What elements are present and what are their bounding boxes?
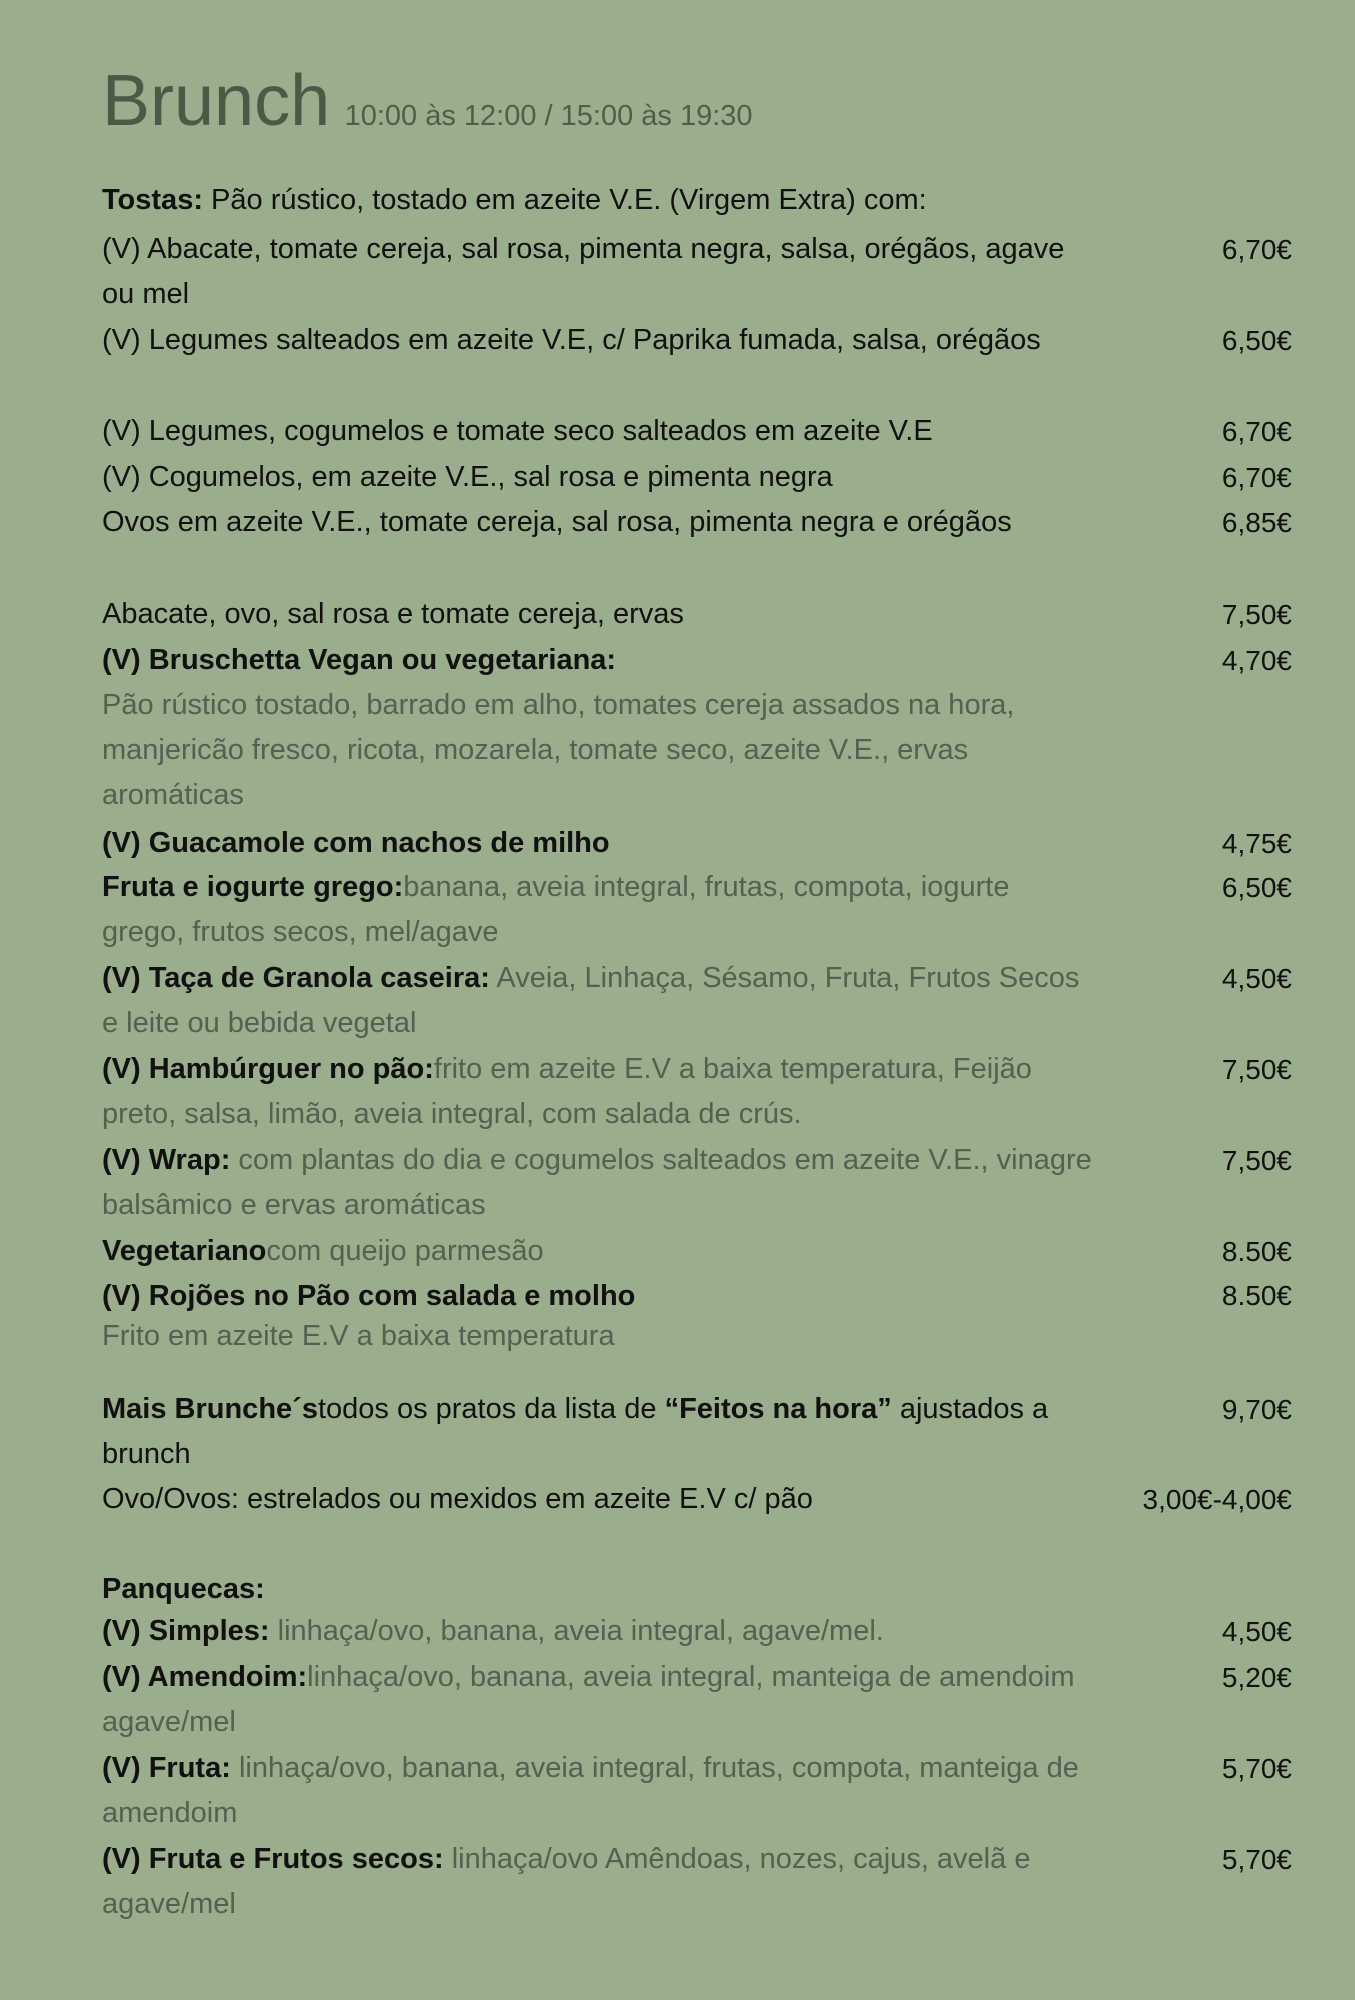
item-description-end: ajustados a brunch <box>102 1393 1049 1470</box>
menu-item <box>102 1746 1292 1836</box>
item-description: Pão rústico tostado, barrado em alho, tomates cereja assados na hora, manjericão fresco, ricota, mozarela, tomate seco, azeite V.E., ervas aromáticas <box>102 689 1015 811</box>
item-price: 4,75€ <box>1221 828 1292 859</box>
item-price: 4,50€ <box>1221 963 1292 994</box>
item-description: linhaça/ovo, banana, aveia integral, manteiga de amendoim agave/mel <box>102 1661 1075 1738</box>
menu-item <box>102 500 1292 545</box>
item-label: (V) Rojões no Pão com salada e molho <box>102 1280 636 1312</box>
item-description: banana, aveia integral, frutas, compota, iogurte grego, frutos secos, mel/agave <box>102 871 1010 948</box>
item-label: (V) Guacamole com nachos de milho <box>102 827 610 859</box>
item-price: 9,70€ <box>1221 1394 1292 1425</box>
item-description: Frito em azeite E.V a baixa temperatura <box>102 1320 615 1352</box>
menu-item <box>102 1837 1292 1927</box>
menu-item-wrap <box>102 1138 1292 1228</box>
item-text: Abacate, ovo, sal rosa e tomate cereja, ervas <box>102 598 684 630</box>
item-price: 5,20€ <box>1221 1662 1292 1693</box>
item-description: linhaça/ovo, banana, aveia integral, agave/mel. <box>277 1615 884 1647</box>
menu-item-ovos <box>102 1477 1292 1522</box>
item-label: (V) Fruta e Frutos secos: <box>102 1843 444 1875</box>
menu-item <box>102 409 1292 454</box>
item-price: 8.50€ <box>1221 1236 1292 1267</box>
menu-item-fruta-iogurte <box>102 865 1292 955</box>
item-description: com plantas do dia e cogumelos salteados em azeite V.E., vinagre balsâmico e ervas aromáticas <box>102 1144 1092 1221</box>
item-label: (V) Bruschetta Vegan ou vegetariana: <box>102 644 617 676</box>
item-text: Ovo/Ovos: estrelados ou mexidos em azeite E.V c/ pão <box>102 1483 813 1515</box>
item-price: 4,50€ <box>1221 1616 1292 1647</box>
item-price: 8.50€ <box>1221 1280 1292 1311</box>
item-price: 4,70€ <box>1221 645 1292 676</box>
item-label: Mais Brunche´s <box>102 1393 318 1425</box>
item-price: 6,50€ <box>1221 325 1292 356</box>
menu-item-guacamole <box>102 821 1292 866</box>
item-text: (V) Cogumelos, em azeite V.E., sal rosa e pimenta negra <box>102 461 833 493</box>
menu-item <box>102 318 1292 363</box>
section-label: Panquecas: <box>102 1573 265 1605</box>
item-description: com queijo parmesão <box>266 1235 544 1267</box>
menu-item-vegetariano <box>102 1229 1292 1274</box>
menu-item-granola <box>102 956 1292 1046</box>
section-label: Tostas: <box>102 184 203 216</box>
item-label: (V) Hambúrguer no pão: <box>102 1053 434 1085</box>
item-description: linhaça/ovo, banana, aveia integral, frutas, compota, manteiga de amendoim <box>102 1752 1079 1829</box>
item-label: (V) Taça de Granola caseira: <box>102 962 490 994</box>
item-text: (V) Abacate, tomate cereja, sal rosa, pimenta negra, salsa, orégãos, agave ou mel <box>102 233 1065 310</box>
item-price: 6,85€ <box>1221 507 1292 538</box>
item-text: Ovos em azeite V.E., tomate cereja, sal rosa, pimenta negra e orégãos <box>102 506 1012 538</box>
item-price: 5,70€ <box>1221 1753 1292 1784</box>
item-price: 7,50€ <box>1221 1145 1292 1176</box>
item-description: todos os pratos da lista de <box>317 1393 665 1425</box>
item-price: 6,50€ <box>1221 872 1292 903</box>
menu-item <box>102 592 1292 637</box>
item-label: Fruta e iogurte grego: <box>102 871 404 903</box>
opening-hours: 10:00 às 12:00 / 15:00 às 19:30 <box>344 100 753 132</box>
menu-header <box>102 60 753 142</box>
page-title: Brunch <box>102 61 331 141</box>
menu-item-mais-brunches <box>102 1387 1292 1477</box>
item-price: 6,70€ <box>1221 462 1292 493</box>
tostas-heading <box>102 178 1292 223</box>
item-description: linhaça/ovo Amêndoas, nozes, cajus, avelã e agave/mel <box>102 1843 1031 1920</box>
item-text: (V) Legumes salteados em azeite V.E, c/ Paprika fumada, salsa, orégãos <box>102 324 1041 356</box>
item-price: 7,50€ <box>1221 599 1292 630</box>
item-price: 6,70€ <box>1221 416 1292 447</box>
item-price: 6,70€ <box>1221 234 1292 265</box>
panquecas-heading <box>102 1567 1292 1612</box>
menu-item <box>102 227 1292 317</box>
item-label: (V) Simples: <box>102 1615 270 1647</box>
item-price: 3,00€-4,00€ <box>1142 1484 1292 1515</box>
item-label: (V) Fruta: <box>102 1752 231 1784</box>
item-price: 7,50€ <box>1221 1054 1292 1085</box>
menu-item-hamburguer <box>102 1047 1292 1137</box>
menu-item-rojoes <box>102 1276 1292 1356</box>
item-label: (V) Wrap: <box>102 1144 231 1176</box>
section-intro: Pão rústico, tostado em azeite V.E. (Virgem Extra) com: <box>211 184 927 216</box>
menu-item <box>102 455 1292 500</box>
item-reference: “Feitos na hora” <box>664 1393 892 1425</box>
item-label: (V) Amendoim: <box>102 1661 308 1693</box>
item-text: (V) Legumes, cogumelos e tomate seco salteados em azeite V.E <box>102 415 933 447</box>
item-price: 5,70€ <box>1221 1844 1292 1875</box>
item-label: Vegetariano <box>102 1235 267 1267</box>
menu-item-bruschetta <box>102 638 1292 818</box>
menu-item <box>102 1655 1292 1745</box>
menu-item <box>102 1609 1292 1654</box>
item-description: Aveia, Linhaça, Sésamo, Fruta, Frutos Secos e leite ou bebida vegetal <box>102 962 1080 1039</box>
item-description: frito em azeite E.V a baixa temperatura, Feijão preto, salsa, limão, aveia integral, com salada de crús. <box>102 1053 1032 1130</box>
